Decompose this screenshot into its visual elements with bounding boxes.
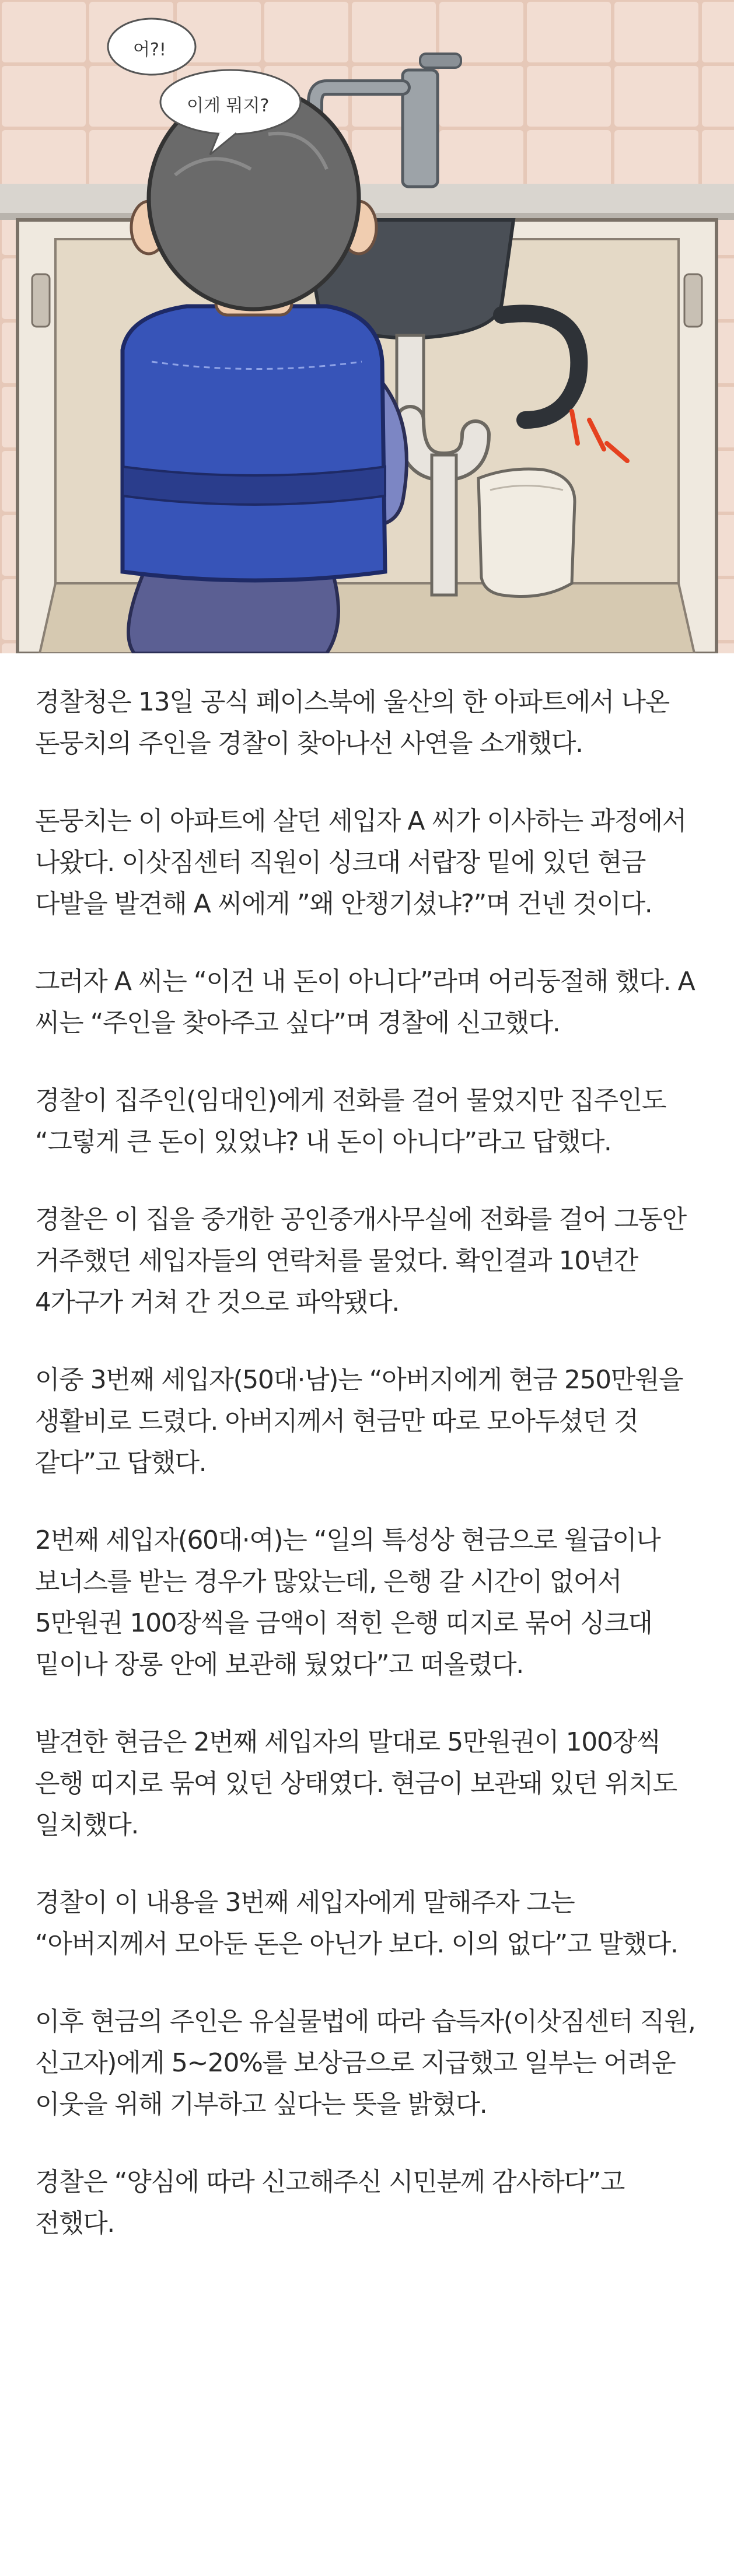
- paragraph-realtor: 경찰은 이 집을 중개한 공인중개사무실에 전화를 걸어 그동안 거주했던 세입자들의 연락처를 물었다. 확인결과 10년간 4가구가 거쳐 간 것으로 파악됐다.: [35, 1205, 686, 1317]
- paragraph-discovery: 돈뭉치는 이 아파트에 살던 세입자 A 씨가 이사하는 과정에서 나왔다. 이삿짐센터 직원이 싱크대 서랍장 밑에 있던 현금 다발을 발견해 A 씨에게 ”왜 안챙기셨냐?”며 건넨 것이다.: [35, 806, 686, 919]
- paragraph-no-objection: 경찰이 이 내용을 3번째 세입자에게 말해주자 그는 “아버지께서 모아둔 돈은 아닌가 보다. 이의 없다”고 말했다.: [35, 1888, 678, 1959]
- kitchen-sink-scene: [0, 0, 734, 653]
- paragraph-reward: 이후 현금의 주인은 유실물법에 따라 습득자(이삿짐센터 직원, 신고자)에게 5~20%를 보상금으로 지급했고 일부는 어려운 이웃을 위해 기부하고 싶다는 뜻을 밝혔다.: [35, 2007, 695, 2119]
- paragraph-second-tenant: 2번째 세입자(60대·여)는 “일의 특성상 현금으로 월급이나 보너스를 받는 경우가 많았는데, 은행 갈 시간이 없어서 5만원권 100장씩을 금액이 적힌 은행 띠지로 묶어 싱크대 밑이나 장롱 안에 보관해 뒀었다”고 떠올렸다.: [35, 1525, 660, 1679]
- paragraph-match: 발견한 현금은 2번째 세입자의 말대로 5만원권이 100장씩 은행 띠지로 묶여 있던 상태였다. 현금이 보관돼 있던 위치도 일치했다.: [35, 1727, 677, 1840]
- paragraph-intro: 경찰청은 13일 공식 페이스북에 울산의 한 아파트에서 나온 돈뭉치의 주인을 경찰이 찾아나선 사연을 소개했다.: [35, 687, 669, 758]
- paragraph-landlord: 경찰이 집주인(임대인)에게 전화를 걸어 물었지만 집주인도 “그렇게 큰 돈이 있었냐? 내 돈이 아니다”라고 답했다.: [35, 1086, 666, 1157]
- paragraph-tenant-report: 그러자 A 씨는 “이건 내 돈이 아니다”라며 어리둥절해 했다. A 씨는 “주인을 찾아주고 싶다”며 경찰에 신고했다.: [35, 967, 695, 1038]
- article-body: [0, 653, 734, 2280]
- comic-illustration: [0, 0, 734, 653]
- speech-bubble-surprise: 어?!: [133, 40, 166, 60]
- paragraph-third-tenant: 이중 3번째 세입자(50대·남)는 “아버지에게 현금 250만원을 생활비로 드렸다. 아버지께서 현금만 따로 모아두셨던 것 같다”고 답했다.: [35, 1365, 683, 1478]
- speech-bubble-question: 이게 뭐지?: [187, 96, 270, 116]
- paragraph-thanks: 경찰은 “양심에 따라 신고해주신 시민분께 감사하다”고 전했다.: [35, 2167, 625, 2238]
